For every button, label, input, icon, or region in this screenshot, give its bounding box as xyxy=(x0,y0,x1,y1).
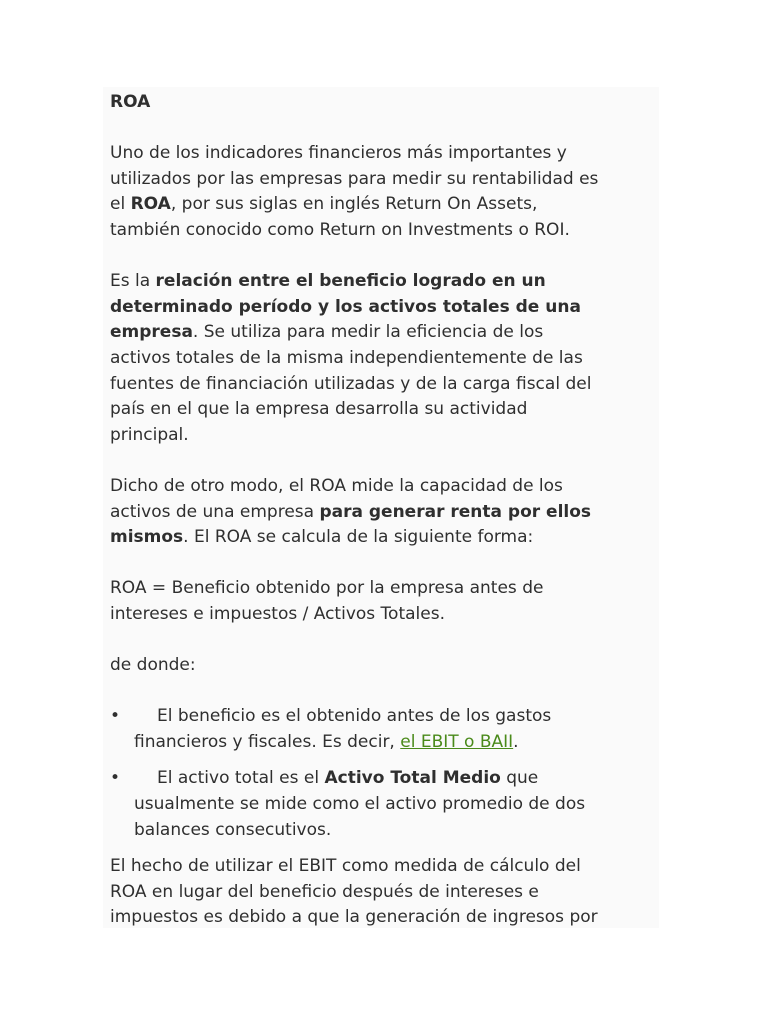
paragraph-formula xyxy=(110,576,659,627)
document-title: ROA xyxy=(110,92,151,112)
text-line: activos totales de la misma independientemente de las xyxy=(110,347,583,368)
paragraph-de-donde: de donde: xyxy=(110,655,196,676)
text-line: principal. xyxy=(110,424,189,445)
text-line: el ROA, por sus siglas en inglés Return On Assets, xyxy=(110,194,538,215)
paragraph-intro xyxy=(110,141,659,243)
text-line: • El activo total es el Activo Total Medio que xyxy=(110,766,659,792)
text-line: mismos. El ROA se calcula de la siguiente forma: xyxy=(110,527,534,548)
document-page xyxy=(103,87,659,928)
list-item xyxy=(110,704,659,755)
text-line: balances consecutivos. xyxy=(134,819,332,840)
bullet-icon: • xyxy=(110,706,121,727)
text-line: Uno de los indicadores financieros más importantes y xyxy=(110,143,567,164)
paragraph-definition xyxy=(110,269,659,448)
text-line: activos de una empresa para generar renta por ellos xyxy=(110,501,592,522)
bullet-icon: • xyxy=(110,768,121,789)
paragraph-capacity xyxy=(110,474,659,551)
text-line: intereses e impuestos / Activos Totales. xyxy=(110,603,445,624)
paragraph-ebit xyxy=(110,854,659,928)
text-line: utilizados por las empresas para medir su rentabilidad es xyxy=(110,168,599,189)
text-line: ROA = Beneficio obtenido por la empresa antes de xyxy=(110,578,544,599)
text-line: Dicho de otro modo, el ROA mide la capacidad de los xyxy=(110,475,563,496)
text-line: determinado período y los activos totales de una xyxy=(110,296,581,317)
text-line: país en el que la empresa desarrolla su actividad xyxy=(110,399,528,420)
bullet-list xyxy=(110,704,659,843)
text-line: Es la relación entre el beneficio logrado en un xyxy=(110,271,546,292)
text-line: usualmente se mide como el activo promedio de dos xyxy=(134,794,586,815)
text-line: • El beneficio es el obtenido antes de los gastos xyxy=(110,704,659,730)
ebit-link[interactable]: el EBIT o BAII xyxy=(400,731,514,752)
text-line: empresa. Se utiliza para medir la eficiencia de los xyxy=(110,322,544,343)
text-line: impuestos es debido a que la generación de ingresos por xyxy=(110,907,598,928)
text-line: ROA en lugar del beneficio después de intereses e xyxy=(110,881,539,902)
list-item xyxy=(110,766,659,843)
document-content xyxy=(110,90,659,928)
text-line: fuentes de financiación utilizadas y de la carga fiscal del xyxy=(110,373,592,394)
text-line: también conocido como Return on Investments o ROI. xyxy=(110,219,570,240)
text-line: financieros y fiscales. Es decir, el EBIT o BAII. xyxy=(134,731,519,752)
text-line: El hecho de utilizar el EBIT como medida de cálculo del xyxy=(110,856,581,877)
